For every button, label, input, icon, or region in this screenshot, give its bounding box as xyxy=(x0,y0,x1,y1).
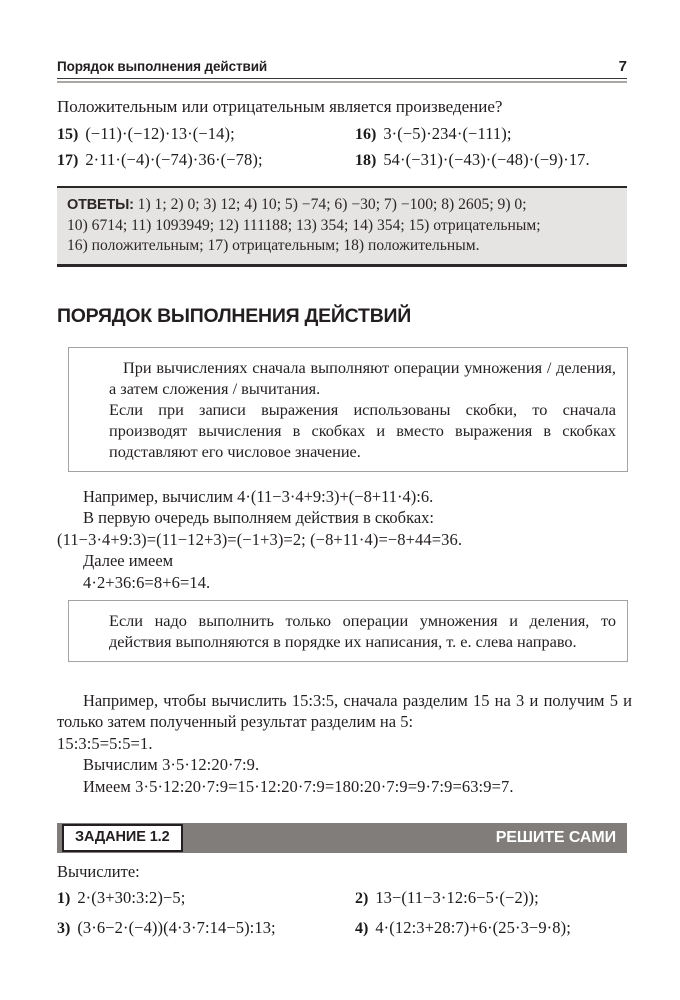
exercise-number: 1) xyxy=(57,890,71,907)
exercise-number: 2) xyxy=(355,890,369,907)
example-line: Имеем 3·5·12:20·7:9=15·12:20·7:9=180:20·7:9=9·7:9=63:9=7. xyxy=(83,776,514,796)
exercise-item xyxy=(57,150,355,170)
answers-box xyxy=(57,186,627,267)
example-line: Например, чтобы вычислить 15:3:5, сначала разделим 15 на 3 и получим 5 и только затем полученный результат разделим на 5: xyxy=(57,691,632,732)
exercise-item xyxy=(355,918,632,938)
exercise-item xyxy=(57,124,355,144)
exercise-expression: (−11)·(−12)·13·(−14); xyxy=(85,124,235,143)
exercise-number: 4) xyxy=(355,920,369,937)
exercise-expression: 2·11·(−4)·(−74)·36·(−78); xyxy=(85,150,263,169)
example-line: 4·2+36:6=8+6=14. xyxy=(83,572,211,592)
exercise-number: 3) xyxy=(57,920,71,937)
example-line: (11−3·4+9:3)=(11−12+3)=(−1+3)=2; (−8+11·4)=−8+44=36. xyxy=(57,529,463,549)
rule-paragraph: При вычислениях сначала выполняют операции умножения / деления, а затем сложения / вычитания. xyxy=(109,358,616,399)
exercise-expression: (3·6−2·(−4))(4·3·7:14−5):13; xyxy=(77,918,276,937)
exercise-list-bottom xyxy=(57,888,632,938)
answers-line-3: 16) положительным; 17) отрицательным; 18) положительным. xyxy=(67,237,480,255)
page-number: 7 xyxy=(618,58,627,75)
exercise-item xyxy=(57,918,355,938)
answers-line-1 xyxy=(67,195,618,216)
exercise-expression: 3·(−5)·234·(−111); xyxy=(383,124,512,143)
rule-box-left-to-right xyxy=(68,600,628,662)
worked-example-2 xyxy=(57,690,632,797)
exercise-number: 15) xyxy=(57,126,79,143)
header-rule-thin xyxy=(57,78,627,79)
exercise-expression: 2·(3+30:3:2)−5; xyxy=(77,888,186,907)
exercise-number: 17) xyxy=(57,152,79,169)
exercise-item xyxy=(57,888,355,908)
example-line: Например, вычислим 4·(11−3·4+9:3)+(−8+11·4):6. xyxy=(83,487,434,506)
task-number-chip: ЗАДАНИЕ 1.2 xyxy=(62,824,183,851)
rule-paragraph: Если при записи выражения использованы скобки, то сначала производят вычисления в скобках и вместо выражения в скобках подставляют его числовое значение. xyxy=(109,400,616,462)
answers-label: ОТВЕТЫ: xyxy=(67,197,134,213)
exercise-item xyxy=(355,124,632,144)
exercise-expression: 4·(12:3+28:7)+6·(25·3−9·8); xyxy=(375,918,571,937)
exercise-expression: 54·(−31)·(−43)·(−48)·(−9)·17. xyxy=(383,150,590,169)
answers-line-2: 10) 6714; 11) 1093949; 12) 111188; 13) 354; 14) 354; 15) отрицательным; xyxy=(67,216,541,234)
task-banner xyxy=(57,823,627,853)
exercise-list-top xyxy=(57,124,632,170)
example-line: Вычислим 3·5·12:20·7:9. xyxy=(83,755,260,775)
running-header xyxy=(57,58,627,75)
header-rule-thick xyxy=(57,81,627,83)
example-line: 15:3:5=5:5=1. xyxy=(57,733,153,753)
question-prompt: Положительным или отрицательным является произведение? xyxy=(57,97,503,116)
calculate-label: Вычислите: xyxy=(57,862,140,881)
answers-text-1: 1) 1; 2) 0; 3) 12; 4) 10; 5) −74; 6) −30; 7) −100; 8) 2605; 9) 0; xyxy=(133,196,527,213)
rule-paragraph: Если надо выполнить только операции умножения и деления, то действия выполняются в порядке их написания, т. е. слева направо. xyxy=(109,611,616,652)
exercise-item xyxy=(355,888,632,908)
exercise-item xyxy=(355,150,632,170)
solve-yourself-label: РЕШИТЕ САМИ xyxy=(495,829,616,846)
exercise-number: 18) xyxy=(355,152,377,169)
header-title: Порядок выполнения действий xyxy=(57,59,268,74)
example-line: Далее имеем xyxy=(83,551,174,571)
exercise-expression: 13−(11−3·12:6−5·(−2)); xyxy=(375,888,539,907)
exercise-number: 16) xyxy=(355,126,377,143)
rule-box-order-of-operations xyxy=(68,347,628,472)
worked-example-1 xyxy=(57,486,632,593)
section-heading: ПОРЯДОК ВЫПОЛНЕНИЯ ДЕЙСТВИЙ xyxy=(57,305,412,327)
example-line: В первую очередь выполняем действия в скобках: xyxy=(83,508,434,528)
